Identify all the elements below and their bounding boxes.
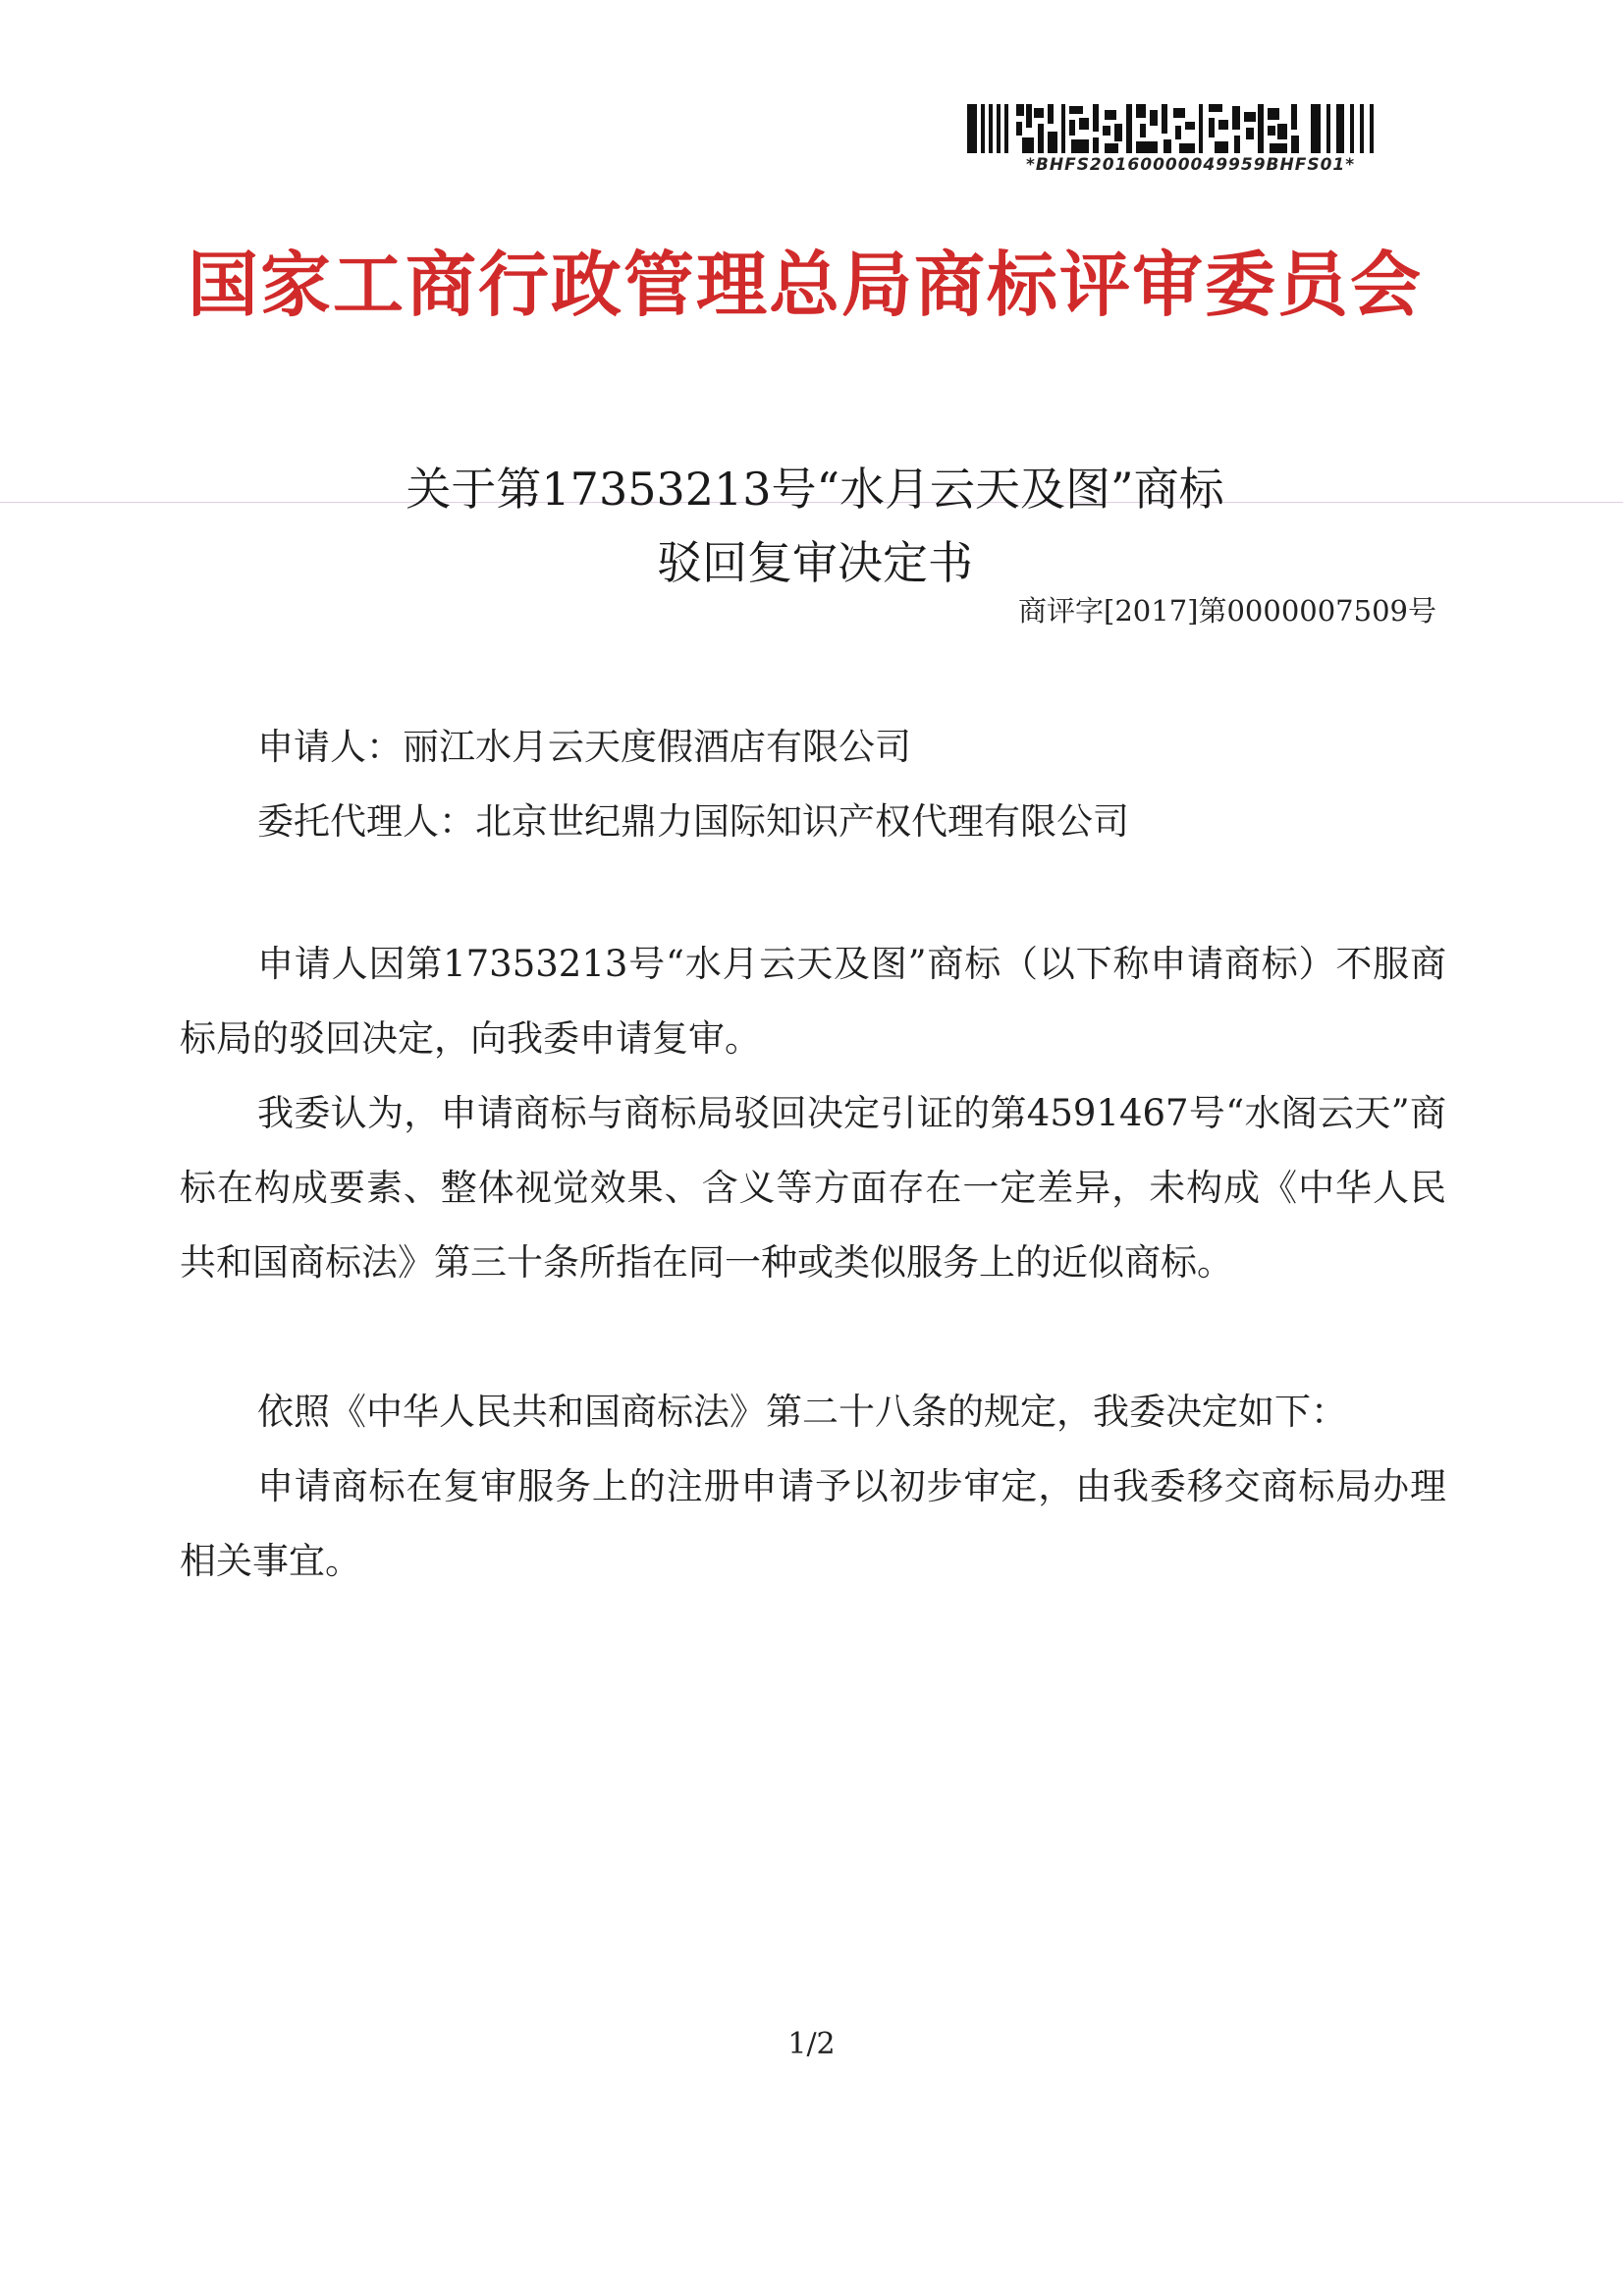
document-title-line-2: 驳回复审决定书 [657, 536, 973, 589]
page-number: 1/2 [787, 2027, 836, 2061]
paragraph-text: 我委认为，申请商标与商标局驳回决定引证的第4591467号“水阁云天”商标在构成要素、整体视觉效果、含义等方面存在一定差异，未构成《中华人民共和国商标法》第三十条所指在同一种或类似服务上的近似商标。 [180, 1092, 1446, 1284]
paragraph-text: 申请人因第17353213号“水月云天及图”商标（以下称申请商标）不服商标局的驳回决定，向我委申请复审。 [180, 943, 1446, 1060]
organization-title: 国家工商行政管理总局商标评审委员会 [187, 243, 1423, 326]
paragraph-background [180, 927, 1446, 1076]
document-title-line-1: 关于第17353213号“水月云天及图”商标 [406, 463, 1224, 516]
paragraph-legal-basis [180, 1375, 1446, 1449]
paragraph-decision [180, 1449, 1446, 1599]
paragraph-text: 依照《中华人民共和国商标法》第二十八条的规定，我委决定如下： [257, 1391, 1347, 1433]
barcode-code-text: *BHFS20160000049959BHFS01* [1026, 155, 1356, 175]
document-number: 商评字[2017]第0000007509号 [1018, 594, 1436, 628]
barcode-icon [967, 104, 1380, 153]
paragraph-text: 申请商标在复审服务上的注册申请予以初步审定，由我委移交商标局办理相关事宜。 [180, 1465, 1446, 1582]
agent-line: 委托代理人：北京世纪鼎力国际知识产权代理有限公司 [257, 800, 1129, 843]
paragraph-reasoning [180, 1076, 1446, 1300]
barcode [967, 98, 1380, 183]
applicant-line: 申请人：丽江水月云天度假酒店有限公司 [257, 726, 911, 768]
